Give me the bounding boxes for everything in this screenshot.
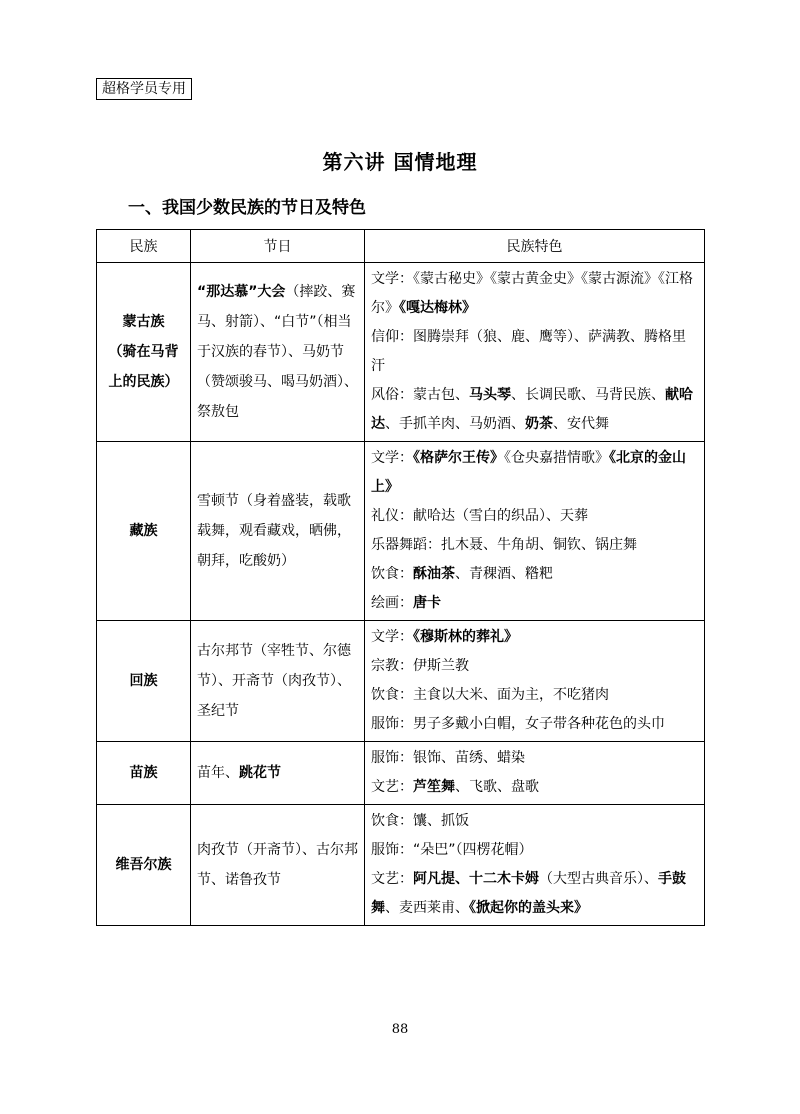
table-row (97, 442, 705, 621)
feature-line (371, 623, 698, 652)
feature-line (371, 531, 698, 560)
table-row (97, 742, 705, 805)
festival-text: 肉孜节（开斋节）、古尔邦节、诺鲁孜节 (197, 842, 358, 888)
ethnic-cell (97, 263, 191, 442)
table-body (97, 263, 705, 926)
feature-line (371, 773, 698, 802)
feature-line (371, 265, 698, 323)
features-cell (365, 621, 705, 742)
features-cell (365, 263, 705, 442)
feature-line (371, 836, 698, 865)
festival-text: 跳花节 (239, 765, 281, 781)
festival-cell (191, 263, 365, 442)
feature-text: 信仰：图腾崇拜（狼、鹿、鹰等）、萨满教、腾格里汗 (371, 329, 686, 374)
ethnic-cell (97, 442, 191, 621)
feature-line (371, 589, 698, 618)
feature-text: 唐卡 (413, 595, 441, 611)
feature-text: 文学： (371, 450, 413, 466)
lecture-title: 第六讲 国情地理 (322, 150, 478, 174)
ethnic-name: 苗族 (129, 765, 158, 781)
ethnic-cell (97, 621, 191, 742)
feature-text: 乐器舞蹈：扎木聂、牛角胡、铜钦、锅庄舞 (371, 537, 637, 553)
feature-text: 绘画： (371, 595, 413, 611)
festival-cell (191, 621, 365, 742)
table-row (97, 805, 705, 926)
feature-line (371, 444, 698, 502)
feature-line (371, 744, 698, 773)
feature-text: 酥油茶 (413, 566, 455, 582)
feature-text: 、麦西莱甫、 (385, 900, 469, 916)
ethnic-festivals-table (96, 229, 705, 926)
feature-text: 服饰：“朵巴”（四楞花帽） (371, 842, 533, 858)
festival-text: “那达慕”大会 (197, 284, 286, 300)
ethnic-name: 蒙古族 (122, 314, 165, 330)
festival-text: 苗年、 (197, 765, 239, 781)
feature-text: 风俗：蒙古包、 (371, 387, 469, 403)
feature-text: 马头琴 (469, 387, 511, 403)
feature-line (371, 381, 698, 439)
festival-cell (191, 742, 365, 805)
ethnic-name: （骑在马背 (108, 344, 179, 360)
feature-text: 、安代舞 (553, 416, 609, 432)
feature-text: 手鼓舞 (371, 871, 686, 916)
ethnic-name: 上的民族） (108, 374, 179, 390)
feature-text: 饮食： (371, 566, 413, 582)
ethnic-name: 维吾尔族 (115, 857, 172, 873)
feature-text: 《嘎达梅林》 (399, 300, 476, 316)
feature-text: 文艺： (371, 871, 413, 887)
festival-text: 雪顿节（身着盛装，载歌载舞，观看藏戏，晒佛，朝拜，吃酸奶） (197, 493, 351, 569)
ethnic-cell (97, 805, 191, 926)
feature-text: 奶茶 (525, 416, 553, 432)
feature-text: 饮食：馕、抓饭 (371, 813, 469, 829)
feature-text: 文学： (371, 629, 413, 645)
header-festival: 节日 (191, 230, 365, 263)
feature-text: 《格萨尔王传》 (413, 450, 504, 466)
feature-text: 服饰：男子多戴小白帽，女子带各种花色的头巾 (371, 716, 665, 732)
feature-text: 、长调民歌、马背民族、 (511, 387, 665, 403)
header-ethnic: 民族 (97, 230, 191, 263)
feature-text: 、飞歌、盘歌 (455, 779, 539, 795)
table-header-row (97, 230, 705, 263)
feature-text: 《掀起你的盖头来》 (469, 900, 588, 916)
features-cell (365, 742, 705, 805)
feature-text: 阿凡提、十二木卡姆 (413, 871, 539, 887)
feature-line (371, 323, 698, 381)
feature-text: 文艺： (371, 779, 413, 795)
feature-line (371, 865, 698, 923)
features-cell (365, 805, 705, 926)
feature-text: 服饰：银饰、苗绣、蜡染 (371, 750, 525, 766)
ethnic-name: 藏族 (129, 523, 158, 539)
ethnic-name: 回族 (129, 673, 158, 689)
feature-text: 宗教：伊斯兰教 (371, 658, 469, 674)
page-number: 88 (391, 1022, 409, 1037)
feature-line (371, 807, 698, 836)
feature-text: 《仓央嘉措情歌》 (504, 450, 609, 466)
feature-text: 《穆斯林的葬礼》 (413, 629, 518, 645)
feature-text: 礼仪：献哈达（雪白的织品）、天葬 (371, 508, 588, 524)
feature-text: 饮食：主食以大米、面为主，不吃猪肉 (371, 687, 609, 703)
feature-text: 、手抓羊肉、马奶酒、 (385, 416, 525, 432)
table-row (97, 621, 705, 742)
feature-text: 文学：《蒙古秘史》《蒙古黄金史》《蒙古源流》《江格尔》 (371, 271, 693, 316)
section-heading: 一、我国少数民族的节日及特色 (128, 198, 366, 218)
ethnic-cell (97, 742, 191, 805)
feature-text: （大型古典音乐）、 (539, 871, 658, 887)
feature-text: 、青稞酒、糌粑 (455, 566, 553, 582)
feature-line (371, 502, 698, 531)
table-row (97, 263, 705, 442)
feature-line (371, 560, 698, 589)
feature-text: 献哈达 (371, 387, 693, 432)
festival-text: 古尔邦节（宰牲节、尔德节）、开斋节（肉孜节）、圣纪节 (197, 643, 351, 719)
festival-text: （摔跤、赛马、射箭）、“白节”（相当于汉族的春节）、马奶节（赞颂骏马、喝马奶酒）、祭敖包 (197, 284, 358, 420)
header-features: 民族特色 (365, 230, 705, 263)
feature-line (371, 681, 698, 710)
feature-line (371, 710, 698, 739)
feature-line (371, 652, 698, 681)
feature-text: 《北京的金山上》 (371, 450, 686, 495)
student-only-badge: 超格学员专用 (96, 78, 192, 100)
festival-cell (191, 805, 365, 926)
feature-text: 芦笙舞 (413, 779, 455, 795)
festival-cell (191, 442, 365, 621)
features-cell (365, 442, 705, 621)
